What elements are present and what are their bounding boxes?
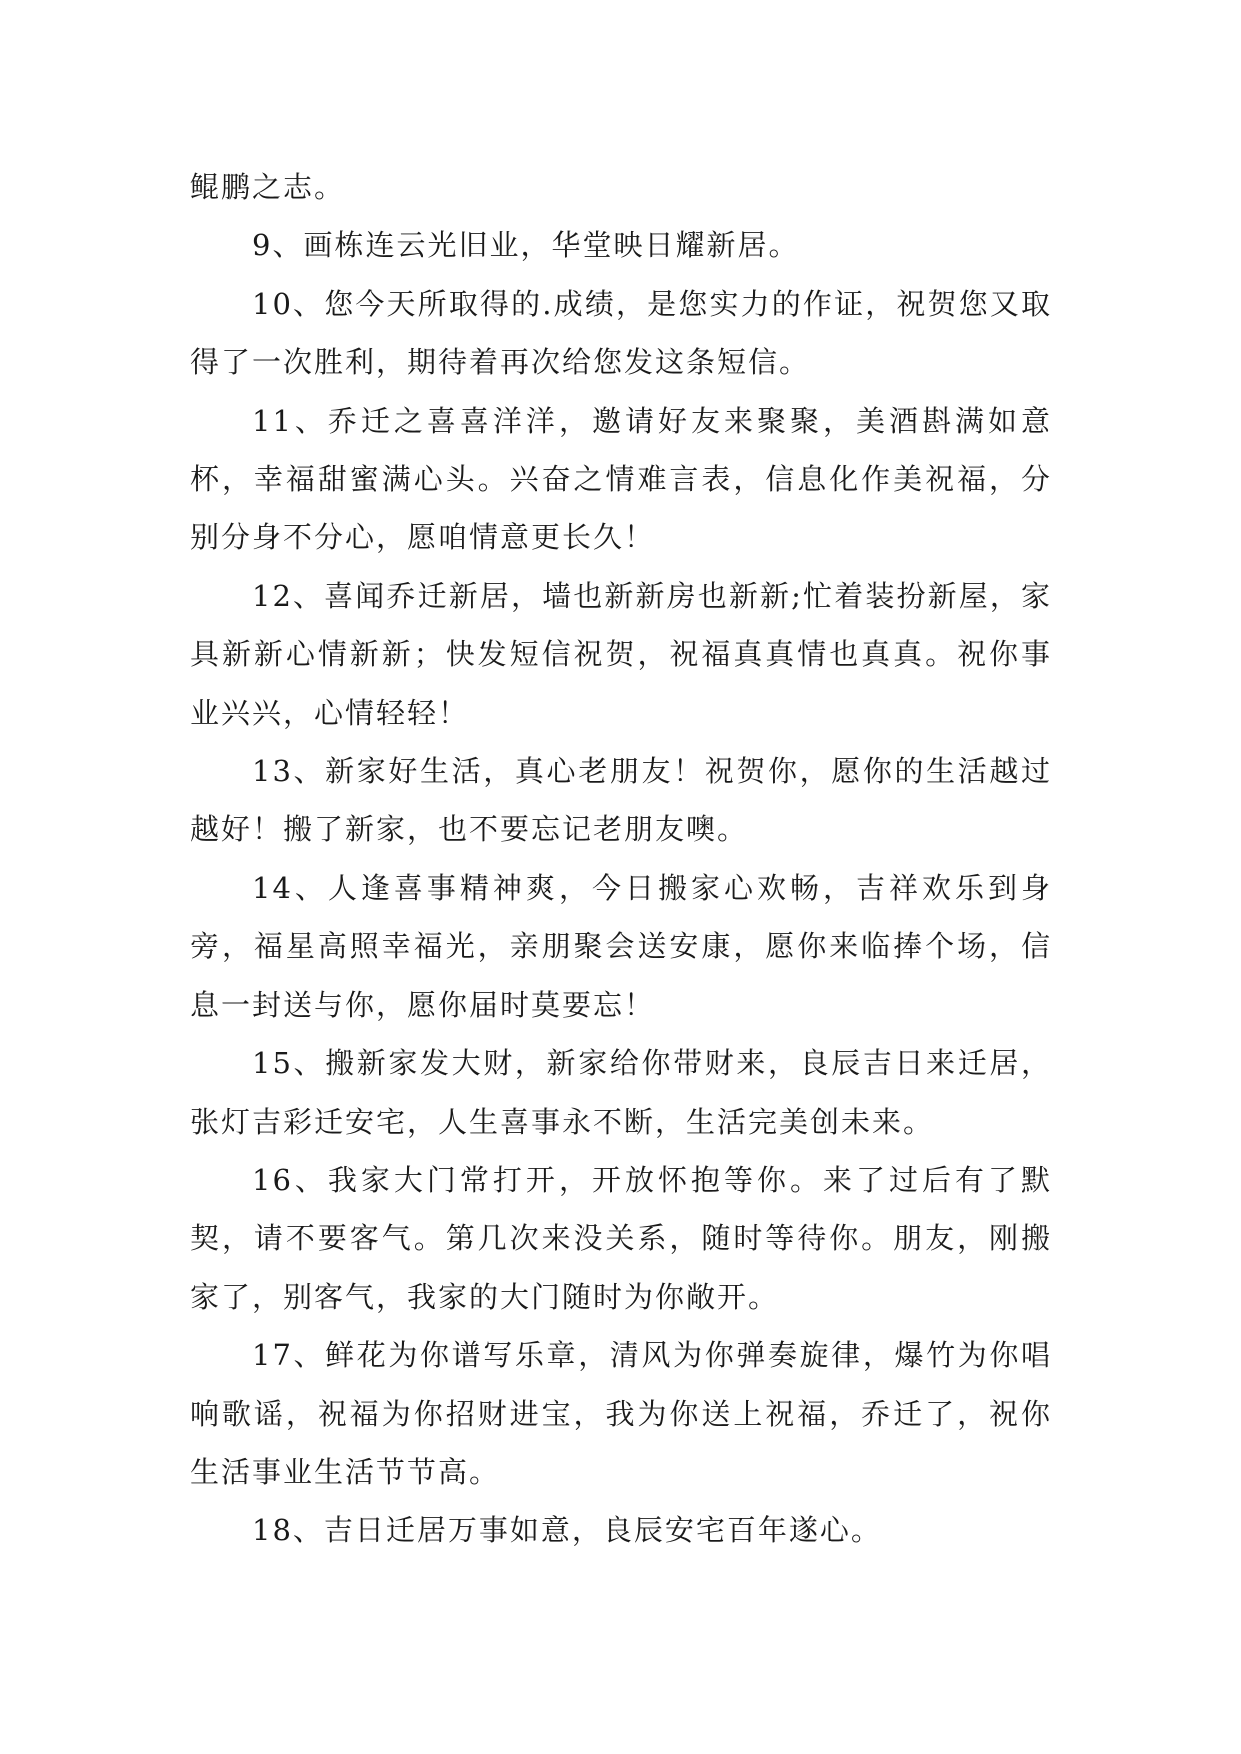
paragraph-continuation: 鲲鹏之志。 <box>190 170 346 204</box>
paragraph-item-18: 18、吉日迁居万事如意，良辰安宅百年遂心。 <box>252 1513 882 1548</box>
paragraph-item-17: 17、鲜花为你谱写乐章，清风为你弹奏旋律，爆竹为你唱响歌谣，祝福为你招财进宝，我为你送上祝福，乔迁了，祝你生活事业生活节节高。 <box>190 1338 1052 1489</box>
document-body <box>190 158 1052 1560</box>
paragraph-item-9: 9、画栋连云光旧业，华堂映日耀新居。 <box>252 228 800 263</box>
paragraph-item-10: 10、您今天所取得的.成绩，是您实力的作证，祝贺您又取得了一次胜利，期待着再次给您发这条短信。 <box>190 286 1052 380</box>
paragraph-item-14: 14、人逢喜事精神爽，今日搬家心欢畅，吉祥欢乐到身旁，福星高照幸福光，亲朋聚会送安康，愿你来临捧个场，信息一封送与你，愿你届时莫要忘！ <box>190 870 1052 1022</box>
paragraph-item-13: 13、新家好生活，真心老朋友！祝贺你，愿你的生活越过越好！搬了新家，也不要忘记老朋友噢。 <box>190 754 1052 847</box>
paragraph-item-15: 15、搬新家发大财，新家给你带财来，良辰吉日来迁居，张灯吉彩迁安宅，人生喜事永不断，生活完美创未来。 <box>190 1046 1052 1139</box>
paragraph-item-11: 11、乔迁之喜喜洋洋，邀请好友来聚聚，美酒斟满如意杯，幸福甜蜜满心头。兴奋之情难言表，信息化作美祝福，分别分身不分心，愿咱情意更长久！ <box>190 403 1052 555</box>
paragraph-item-12: 12、喜闻乔迁新居，墙也新新房也新新;忙着装扮新屋，家具新新心情新新；快发短信祝贺，祝福真真情也真真。祝你事业兴兴，心情轻轻！ <box>190 578 1052 730</box>
paragraph-item-16: 16、我家大门常打开，开放怀抱等你。来了过后有了默契，请不要客气。第几次来没关系，随时等待你。朋友，刚搬家了，别客气，我家的大门随时为你敞开。 <box>190 1162 1052 1314</box>
